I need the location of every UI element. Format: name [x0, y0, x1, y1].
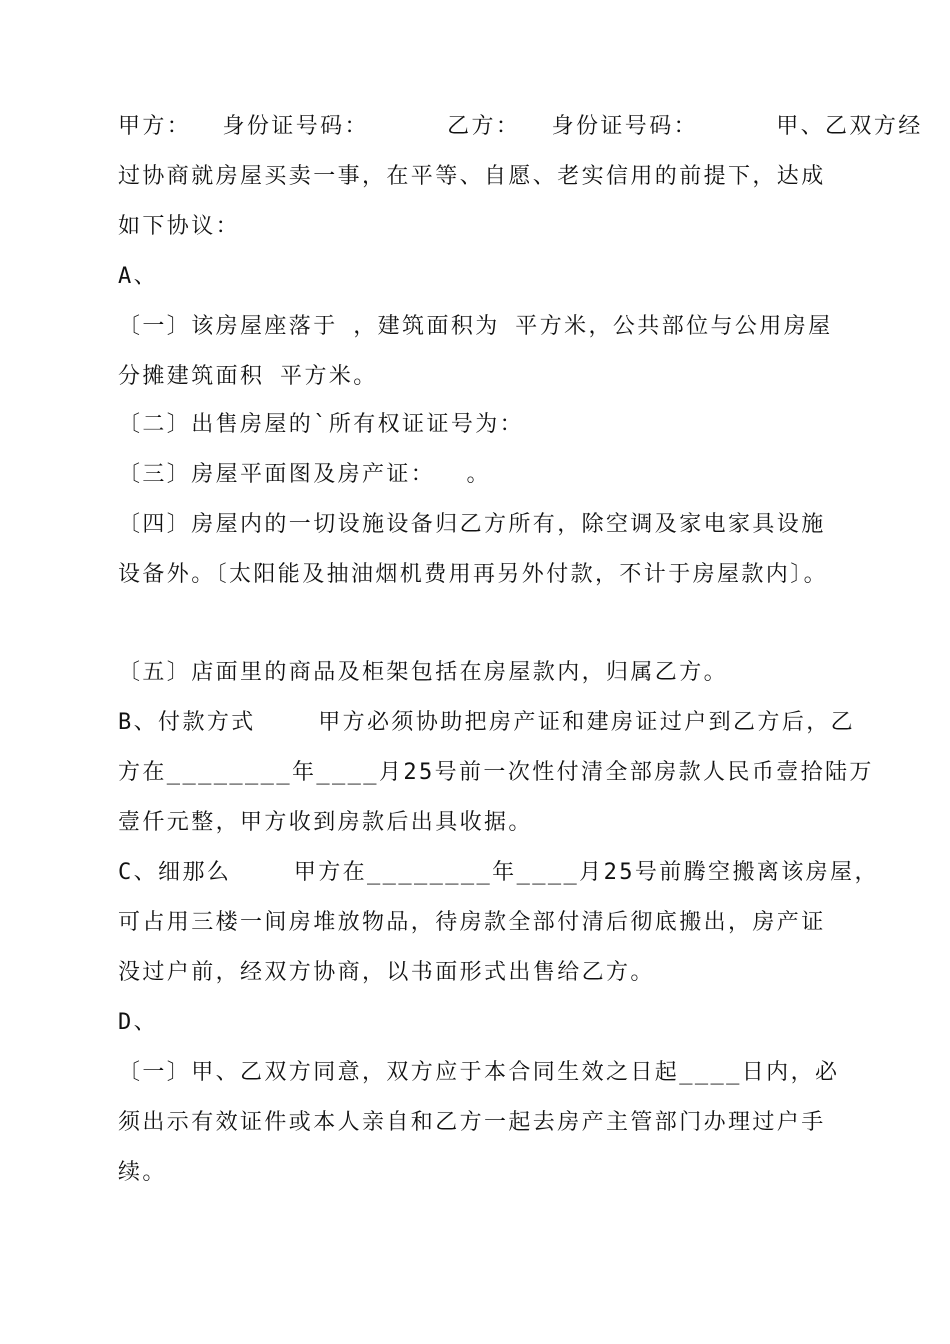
text-line: 可占用三楼一间房堆放物品，待房款全部付清后彻底搬出，房产证 — [118, 910, 826, 935]
text-line: 〔五〕店面里的商品及柜架包括在房屋款内，归属乙方。 — [118, 660, 729, 685]
text-line: 方在________年____月25号前一次性付清全部房款人民币壹拾陆万 — [118, 760, 874, 785]
text-line: 壹仟元整，甲方收到房款后出具收据。 — [118, 810, 533, 835]
section-label-b: B、付款方式 甲方必须协助把房产证和建房证过户到乙方后，乙 — [118, 710, 856, 735]
section-label-c: C、细那么 甲方在________年____月25号前腾空搬离该房屋， — [118, 860, 879, 885]
text-line: 分摊建筑面积 平方米。 — [118, 364, 378, 389]
text-line: 没过户前，经双方协商，以书面形式出售给乙方。 — [118, 960, 655, 985]
text-line: 如下协议： — [118, 214, 241, 239]
section-label-d: D、 — [118, 1010, 159, 1035]
text-line: 〔三〕房屋平面图及房产证： 。 — [118, 462, 491, 487]
text-line: 续。 — [118, 1160, 167, 1185]
text-line: 〔四〕房屋内的一切设施设备归乙方所有，除空调及家电家具设施 — [118, 512, 826, 537]
text-line: 过协商就房屋买卖一事，在平等、自愿、老实信用的前提下，达成 — [118, 164, 826, 189]
text-line: 设备外。〔太阳能及抽油烟机费用再另外付款，不计于房屋款内〕。 — [118, 562, 829, 587]
section-label-a: A、 — [118, 264, 159, 289]
text-line: 甲方： 身份证号码： 乙方： 身份证号码： 甲、乙双方经 — [118, 114, 923, 139]
text-line: 须出示有效证件或本人亲自和乙方一起去房产主管部门办理过户手 — [118, 1110, 826, 1135]
text-line: 〔二〕出售房屋的`所有权证证号为： — [118, 412, 525, 437]
text-line: 〔一〕该房屋座落于 ，建筑面积为 平方米，公共部位与公用房屋 — [118, 314, 833, 339]
text-line: 〔一〕甲、乙双方同意，双方应于本合同生效之日起____日内，必 — [118, 1060, 840, 1085]
